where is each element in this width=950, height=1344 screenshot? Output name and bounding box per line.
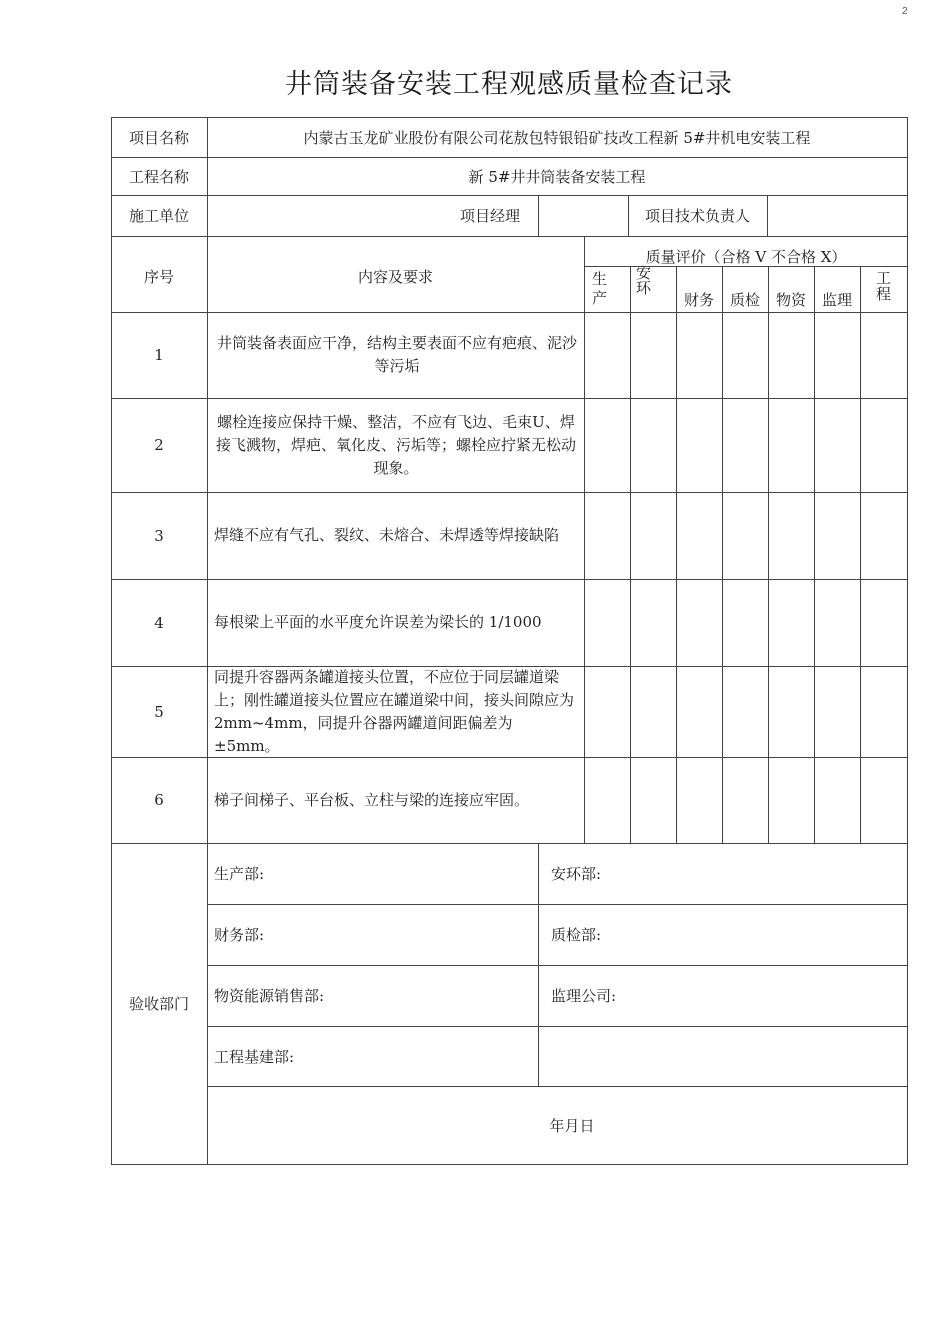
safety-dept-field: 安环部: [551, 865, 602, 883]
materials-dept-field: 物资能源销售部: [214, 987, 325, 1005]
row-4-text: 每根梁上平面的水平度允许误差为梁长的 1/1000 [214, 613, 542, 631]
col-engineering: 工 程 [876, 269, 892, 303]
row-3-no: 3 [154, 526, 164, 545]
tech-lead-label: 项目技术负责人 [644, 207, 750, 225]
content-header: 内容及要求 [357, 268, 433, 286]
col-safety: 安 环 [636, 264, 652, 297]
seq-header: 序号 [143, 268, 174, 286]
row-6-no: 6 [154, 791, 164, 809]
contractor-label: 施工单位 [128, 207, 189, 225]
col-qc: 质检 [729, 290, 760, 309]
work-name-label: 工程名称 [128, 167, 189, 186]
row-5-no: 5 [154, 702, 164, 721]
finance-dept-field: 财务部: [214, 926, 265, 944]
row-6-text: 梯子间梯子、平台板、立柱与梁的连接应牢固。 [214, 790, 530, 809]
col-materials: 物资 [775, 290, 806, 309]
row-5-text: 同提升容器两条罐道接头位置，不应位于同层罐道梁上；刚性罐道接头位置应在罐道梁中间，接头间隙应为 2mm~4mm，同提升谷器两罐道间距偏差为±5mm。 [214, 667, 575, 755]
col-supervision: 监理 [821, 290, 852, 309]
qc-dept-field: 质检部: [551, 926, 602, 944]
acceptance-label: 验收部门 [128, 995, 189, 1013]
row-2-text: 螺栓连接应保持干燥、整洁，不应有飞边、毛束U、焊接飞溅物，焊疤、氧化皮、污垢等；螺栓应拧紧无松动现象。 [215, 412, 576, 477]
document-title: 井筒装备安装工程观感质量检查记录 [285, 69, 733, 100]
row-1-no: 1 [154, 346, 164, 364]
project-name-label: 项目名称 [128, 128, 189, 147]
quality-header: 质量评价（合格 V 不合格 X） [645, 247, 847, 266]
row-4-no: 4 [154, 613, 164, 632]
col-production: 生 产 [592, 270, 608, 307]
production-dept-field: 生产部: [214, 865, 265, 883]
engineering-dept-field: 工程基建部: [214, 1047, 295, 1066]
supervision-company-field: 监理公司: [551, 987, 617, 1005]
page-number: 2 [902, 6, 908, 17]
row-2-no: 2 [154, 436, 164, 454]
date-field: 年月日 [549, 1116, 595, 1135]
project-name-value: 内蒙古玉龙矿业股份有限公司花敖包特银铅矿技改工程新 5#井机电安装工程 [303, 128, 811, 147]
row-1-text: 井筒装备表面应干净，结构主要表面不应有疤痕、泥沙等污垢 [217, 334, 578, 375]
col-finance: 财务 [683, 290, 714, 309]
work-name-value: 新 5#井井筒装备安装工程 [468, 167, 646, 186]
project-manager-label: 项目经理 [459, 207, 520, 225]
row-3-text: 焊缝不应有气孔、裂纹、未熔合、未焊透等焊接缺陷 [214, 526, 560, 544]
